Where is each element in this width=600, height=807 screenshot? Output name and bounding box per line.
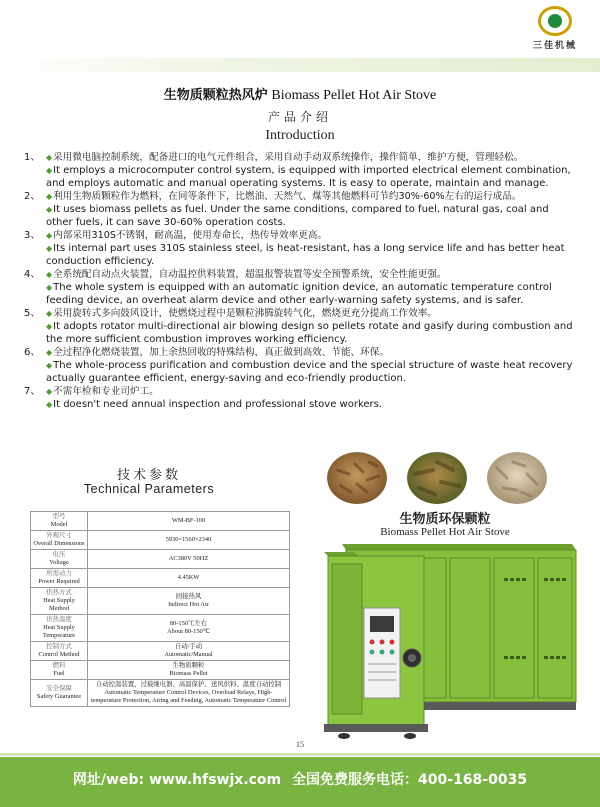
feature-text-cn: 采用旋转式多向鼓风设计，使燃烧过程中是颗粒沸腾旋转气化，燃烧更充分提高工作效率。: [53, 308, 437, 319]
diamond-bullet-icon: ◆: [46, 283, 53, 292]
table-row: [31, 550, 290, 569]
feature-text-cn: 全系统配自动点火装置，自动温控供料装置，超温报警装置等安全预警系统，安全性能更强。: [53, 269, 447, 280]
feature-text-en: It employs a microcomputer control system, is equipped with imported electrical element combination, and employs automatic and manual operating systems. It is easy to operate, maintain and manage.: [46, 165, 571, 189]
feature-number: 7、: [24, 386, 41, 397]
page-title-en: Biomass Pellet Hot Air Stove: [271, 88, 437, 103]
page-number: 15: [296, 740, 304, 749]
spec-value: 80-150℃左右 About 80-150℃: [88, 615, 290, 642]
table-row: [31, 680, 290, 707]
feature-number: 6、: [24, 347, 41, 358]
page-title-cn: 生物质颗粒热风炉: [163, 88, 268, 103]
spec-label: 供热方式 Heat Supply Method: [31, 588, 88, 615]
spec-value: 自动/手动 Automatic/Manual: [88, 642, 290, 661]
spec-value: 生物质颗粒 Biomass Pellet: [88, 661, 290, 680]
feature-text-en: The whole system is equipped with an automatic ignition device, an automatic temperature control feeding device, an overheat alarm device and other early-warning safety systems, and is safer.: [46, 282, 552, 306]
spec-table: [30, 511, 290, 707]
spec-value: 4.45KW: [88, 569, 290, 588]
feature-number: 2、: [24, 191, 41, 202]
spec-label: 电压 Voltage: [31, 550, 88, 569]
feature-text-en: It uses biomass pellets as fuel. Under the same conditions, compared to fuel, natural gas, coal and other fuels, it can save 30-60% operation costs.: [46, 204, 549, 228]
feature-item: [24, 268, 576, 307]
feature-text-cn: 内部采用310S不锈钢，耐高温，使用寿命长，热传导效率更高。: [53, 230, 327, 241]
feature-number: 5、: [24, 308, 41, 319]
tech-params-title-cn: 技术参数: [116, 468, 181, 483]
table-row: [31, 588, 290, 615]
diamond-bullet-icon: ◆: [46, 231, 53, 240]
feature-number: 4、: [24, 269, 41, 280]
footer-website: 网址/web: www.hfswjx.com: [72, 772, 282, 788]
diamond-bullet-icon: ◆: [46, 244, 53, 253]
diamond-bullet-icon: ◆: [46, 270, 53, 279]
feature-text-cn: 全过程净化燃烧装置，加上余热回收的特殊结构，真正做到高效、节能、环保。: [53, 347, 389, 358]
spec-label: 所需动力 Power Required: [31, 569, 88, 588]
company-logo: [523, 6, 587, 52]
pellet-photos: [327, 452, 552, 508]
product-caption-en: Biomass Pellet Hot Air Stove: [380, 526, 510, 538]
feature-text-en: It adopts rotator multi-directional air blowing design so pellets rotate and gasify during combustion and the more sufficient combustion improves working efficiency.: [46, 321, 573, 345]
diamond-bullet-icon: ◆: [46, 348, 53, 357]
spec-label: 供热温度 Heat Supply Temperature: [31, 615, 88, 642]
feature-item: [24, 385, 576, 411]
feature-number: 3、: [24, 230, 41, 241]
diamond-bullet-icon: ◆: [46, 361, 53, 370]
feature-item: [24, 346, 576, 385]
feature-item: [24, 190, 576, 229]
pellet-photo-3: [487, 452, 547, 504]
feature-item: [24, 151, 576, 190]
diamond-bullet-icon: ◆: [46, 309, 53, 318]
table-row: [31, 661, 290, 680]
spec-value: 5930×1560×2340: [88, 531, 290, 550]
diamond-bullet-icon: ◆: [46, 192, 53, 201]
page-title: [0, 84, 600, 104]
logo-emblem-icon: [538, 6, 572, 36]
footer-contact: [0, 769, 600, 789]
diamond-bullet-icon: ◆: [46, 387, 53, 396]
table-row: [31, 512, 290, 531]
feature-text-en: It doesn't need annual inspection and professional stove workers.: [53, 399, 383, 410]
feature-text-cn: 采用微电脑控制系统，配备进口的电气元件组合，采用自动手动双系统操作，操作简单，维护方便，管理轻松。: [53, 152, 524, 163]
spec-value: AC380V 50HZ: [88, 550, 290, 569]
feature-text-en: The whole-process purification and combustion device and the special structure of waste heat recovery actually guarantee efficient, energy-saving and eco-friendly production.: [46, 360, 573, 384]
diamond-bullet-icon: ◆: [46, 400, 53, 409]
feature-item: [24, 307, 576, 346]
pellet-photo-2: [407, 452, 467, 504]
pellet-photo-1: [327, 452, 387, 504]
product-caption-cn: 生物质环保颗粒: [399, 512, 491, 527]
footer-hotline: 全国免费服务电话：400-168-0035: [292, 772, 528, 788]
intro-heading-en: Introduction: [265, 128, 335, 143]
diamond-bullet-icon: ◆: [46, 166, 53, 175]
spec-value: 间接热风 Indirect Hot Air: [88, 588, 290, 615]
table-row: [31, 615, 290, 642]
footer-divider: [0, 753, 600, 756]
tech-params-title-en: Technical Parameters: [83, 482, 215, 496]
diamond-bullet-icon: ◆: [46, 322, 53, 331]
table-row: [31, 569, 290, 588]
diamond-bullet-icon: ◆: [46, 205, 53, 214]
spec-value: WM-BF-100: [88, 512, 290, 531]
table-row: [31, 642, 290, 661]
header-band: [0, 58, 600, 72]
feature-text-en: Its internal part uses 310S stainless steel, is heat-resistant, has a long service life and has better heat conduction efficiency.: [46, 243, 565, 267]
spec-label: 控制方式 Control Method: [31, 642, 88, 661]
diamond-bullet-icon: ◆: [46, 153, 53, 162]
intro-heading-cn: 产品介绍: [267, 110, 332, 124]
spec-value: 自动控温装置、过载继电器、高温保护、送风供料、温度自动控制 Automatic Temperature Control Devices, Overload Relays, High-temperature Protection, Airing and Feeding, Automatic Temperature Control: [88, 680, 290, 707]
spec-label: 燃料 Fuel: [31, 661, 88, 680]
feature-number: 1、: [24, 152, 41, 163]
feature-item: [24, 229, 576, 268]
spec-label: 外观尺寸 Overall Dimensions: [31, 531, 88, 550]
feature-text-cn: 利用生物质颗粒作为燃料，在同等条件下，比燃油、天然气、煤等其他燃料可节约30%-60%左右的运行成品。: [53, 191, 522, 202]
spec-label: 安全保障 Safety Guarantee: [31, 680, 88, 707]
logo-text: 三佳机械: [532, 41, 577, 51]
table-row: [31, 531, 290, 550]
feature-text-cn: 不需年检和专业司炉工。: [53, 386, 159, 397]
feature-list: [24, 151, 576, 411]
spec-label: 型号 Model: [31, 512, 88, 531]
hot-air-stove-illustration: [324, 538, 580, 742]
